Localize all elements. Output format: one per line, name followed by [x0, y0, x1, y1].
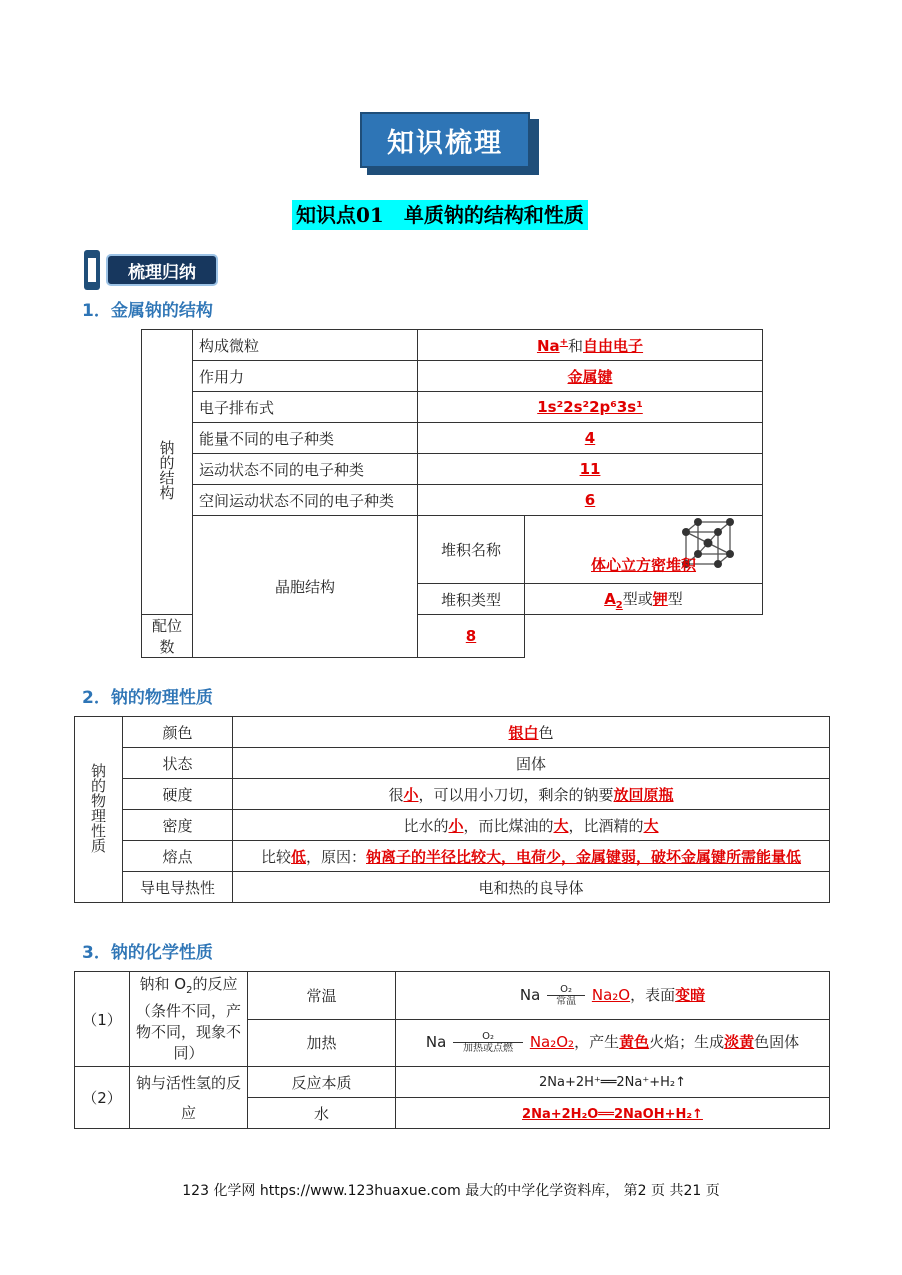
- row-label: 状态: [123, 748, 233, 779]
- pack-type-value: $A_2$型或钾型: [525, 584, 763, 615]
- answer-text: 大: [553, 816, 569, 835]
- row-value: [233, 717, 830, 748]
- row-label: 导电导热性: [123, 872, 233, 903]
- coord-value: 8: [418, 615, 525, 658]
- answer-text: 放回原瓶: [613, 785, 674, 804]
- coord-label: 配位数: [142, 615, 193, 658]
- heading-physical: 2．钠的物理性质: [82, 688, 213, 708]
- equation: 2Na+2H⁺══2Na⁺+H₂↑: [396, 1067, 830, 1098]
- equation: 2Na+2H₂O══2NaOH+H₂↑: [396, 1098, 830, 1129]
- row-value: 11: [418, 454, 763, 485]
- row-label: 电子排布式: [193, 392, 418, 423]
- row-label: 密度: [123, 810, 233, 841]
- row-label: 作用力: [193, 361, 418, 392]
- row-value: [233, 810, 830, 841]
- crystal-label: 晶胞结构: [193, 516, 418, 658]
- row-label: 空间运动状态不同的电子种类: [193, 485, 418, 516]
- answer-text: 大: [643, 816, 659, 835]
- section-banner: [360, 112, 532, 168]
- row-label: 运动状态不同的电子种类: [193, 454, 418, 485]
- answer-text: 小: [403, 785, 419, 804]
- answer-text: 银白: [508, 723, 539, 742]
- reaction-title: 钠与活性氢的反应: [130, 1067, 248, 1129]
- row-value: 6: [418, 485, 763, 516]
- condition-label: 加热: [248, 1019, 396, 1067]
- condition-label: 常温: [248, 972, 396, 1020]
- row-value: [233, 841, 830, 872]
- row-value: 金属键: [418, 361, 763, 392]
- plain-text: ，而比煤油的: [463, 816, 554, 835]
- reaction-arrow: O₂ 加热或点燃: [453, 1031, 523, 1054]
- row-value: [233, 872, 830, 903]
- banner-title: 知识梳理: [360, 112, 530, 168]
- row-label: 颜色: [123, 717, 233, 748]
- plain-text: 电和热的良导体: [478, 878, 584, 897]
- row-label: 能量不同的电子种类: [193, 423, 418, 454]
- condition-label: 水: [248, 1098, 396, 1129]
- structure-table: [141, 329, 763, 658]
- reaction-arrow: O₂ 常温: [547, 984, 585, 1007]
- heading-chemical: 3．钠的化学性质: [82, 943, 213, 963]
- pack-type-label: 堆积类型: [418, 584, 525, 615]
- tag-post-inner: [88, 258, 96, 282]
- row-value: [233, 779, 830, 810]
- pack-name-label: 堆积名称: [418, 516, 525, 584]
- plain-text: 固体: [515, 754, 546, 773]
- structure-side-label: 钠的结构: [142, 330, 193, 615]
- answer-text: 钠离子的半径比较大，电荷少，金属键弱，破坏金属键所需能量低: [366, 847, 802, 866]
- physical-side-label: 钠的物理性质: [75, 717, 123, 903]
- row-label: 熔点: [123, 841, 233, 872]
- plain-text: ，可以用小刀切，剩余的钠要: [418, 785, 614, 804]
- reaction-result: Na O₂ 加热或点燃 Na₂O₂，产生黄色火焰；生成淡黄色固体: [396, 1019, 830, 1067]
- plain-text: 很: [388, 785, 404, 804]
- reaction-number: （1）: [75, 972, 130, 1067]
- answer-text: 低: [290, 847, 306, 866]
- condition-label: 反应本质: [248, 1067, 396, 1098]
- reaction-title: 钠和 $O_2$的反应（条件不同，产物不同，现象不同）: [130, 972, 248, 1067]
- summary-tag: [84, 250, 226, 290]
- row-value: [233, 748, 830, 779]
- physical-table: [74, 716, 830, 903]
- plain-text: ，原因：: [306, 847, 367, 866]
- chemical-table: [74, 971, 830, 1129]
- plain-text: 色: [538, 723, 554, 742]
- row-value: 4: [418, 423, 763, 454]
- pack-name-value: 体心立方密堆积: [525, 516, 763, 584]
- plain-text: 比水的: [403, 816, 449, 835]
- row-label: 硬度: [123, 779, 233, 810]
- page-footer: 123 化学网 https://www.123huaxue.com 最大的中学化学资料库， 第2 页 共21 页: [182, 1183, 720, 1199]
- tag-label: 梳理归纳: [106, 254, 218, 286]
- row-value: Na+和自由电子: [418, 330, 763, 361]
- heading-structure: 1．金属钠的结构: [82, 301, 213, 321]
- knowledge-point-title: 知识点01 单质钠的结构和性质: [292, 200, 588, 230]
- plain-text: 比较: [260, 847, 291, 866]
- reaction-result: Na O₂ 常温 Na₂O，表面变暗: [396, 972, 830, 1020]
- row-value: 1s²2s²2p⁶3s¹: [418, 392, 763, 423]
- plain-text: ，比酒精的: [568, 816, 644, 835]
- reaction-number: （2）: [75, 1067, 130, 1129]
- answer-text: 小: [448, 816, 464, 835]
- row-label: 构成微粒: [193, 330, 418, 361]
